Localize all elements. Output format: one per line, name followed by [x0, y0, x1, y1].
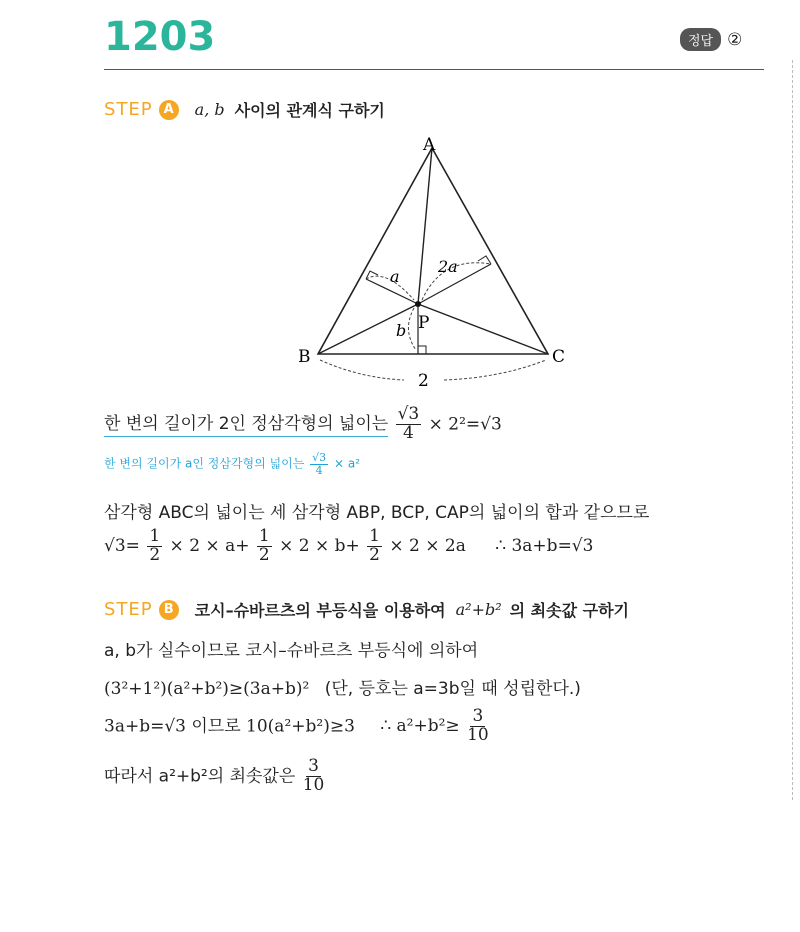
step-a-letter: A [159, 100, 179, 120]
right-angle-ac [478, 256, 491, 264]
eq-half-3-den: 2 [369, 544, 380, 565]
label-base-length: 2 [418, 371, 429, 391]
area-frac-num: √3 [397, 404, 420, 424]
eq-term2: × 2 × b+ [279, 535, 360, 556]
segment-ap [418, 148, 432, 304]
equation-line [104, 528, 593, 565]
eq-half-2-num: 1 [258, 526, 270, 546]
note-rest: × a² [333, 456, 361, 471]
dim-base-right [444, 360, 546, 380]
point-p [415, 301, 421, 307]
eq-half-3 [367, 528, 382, 565]
segment-cp [418, 304, 548, 354]
b-line-4-text: 따라서 a²+b²의 최솟값은 [104, 766, 296, 787]
b-line-4 [104, 758, 326, 795]
area-frac-den: 4 [402, 422, 414, 443]
b-line-4-frac-num: 3 [308, 756, 319, 776]
area-fraction [396, 406, 422, 443]
note-frac-num: √3 [312, 451, 327, 464]
area-line-rest: × 2²=√3 [428, 414, 502, 435]
area-note [104, 452, 360, 476]
answer-badge: 정답 [680, 28, 721, 51]
b-line-3-frac-num: 3 [472, 706, 484, 726]
b-line-4-frac-den: 10 [302, 774, 325, 795]
step-b-title-2: 의 최솟값 구하기 [509, 601, 629, 620]
area-line-text: 한 변의 길이가 2인 정삼각형의 넓이는 [104, 414, 388, 437]
step-a-vars: a, b [194, 100, 225, 119]
sum-line: 삼각형 ABC의 넓이는 세 삼각형 ABP, BCP, CAP의 넓이의 합과 같으므로 [104, 503, 650, 523]
eq-half-3-num: 1 [369, 526, 380, 546]
label-a-vertex: A [423, 135, 436, 155]
area-line [104, 406, 502, 443]
eq-term1: × 2 × a+ [169, 535, 250, 556]
step-b-expr: a²+b² [455, 600, 502, 619]
label-a-length: a [390, 267, 400, 286]
eq-half-1-num: 1 [149, 526, 161, 546]
answer-value: ② [727, 29, 743, 50]
label-b-vertex: B [298, 347, 311, 367]
label-2a-length: 2a [438, 257, 458, 276]
eq-conclusion: ∴ 3a+b=√3 [495, 535, 594, 556]
right-angle-bc [418, 346, 426, 354]
step-b-heading [104, 598, 629, 621]
note-frac-den: 4 [315, 463, 323, 477]
step-a-heading [104, 98, 385, 121]
b-line-3-frac [467, 708, 489, 745]
margin-dashed-line [792, 60, 793, 800]
step-a-word: STEP [104, 99, 153, 120]
b-line-2-expr: (3²+1²)(a²+b²)≥(3a+b)² [104, 679, 310, 699]
dim-b [408, 308, 416, 350]
problem-number: 1203 [104, 14, 216, 60]
eq-term3: × 2 × 2a [389, 535, 466, 556]
eq-half-1 [147, 528, 162, 565]
note-fraction [310, 452, 328, 476]
b-line-4-frac [303, 758, 325, 795]
label-p: P [418, 313, 430, 333]
b-line-3-expr: 3a+b=√3 이므로 10(a²+b²)≥3 [104, 716, 355, 737]
label-c-vertex: C [552, 347, 566, 367]
dim-base-left [320, 360, 404, 380]
b-line-3 [104, 708, 491, 745]
b-line-2-note: (단, 등호는 a=3b일 때 성립한다.) [324, 679, 581, 699]
eq-half-2-den: 2 [258, 544, 270, 565]
eq-half-1-den: 2 [149, 544, 161, 565]
step-a-title: 사이의 관계식 구하기 [234, 101, 385, 120]
b-line-1: a, b가 실수이므로 코시–슈바르츠 부등식에 의하여 [104, 641, 479, 661]
triangle-abc [318, 148, 548, 354]
eq-lhs: √3= [104, 535, 140, 556]
note-text: 한 변의 길이가 a인 정삼각형의 넓이는 [104, 456, 305, 471]
answer-box [680, 28, 742, 51]
b-line-3-concl: ∴ a²+b²≥ [380, 716, 460, 737]
triangle-diagram [290, 128, 590, 398]
step-b-word: STEP [104, 599, 153, 620]
label-b-length: b [396, 321, 407, 340]
step-b-letter: B [159, 600, 179, 620]
step-b-title-1: 코시–슈바르츠의 부등식을 이용하여 [194, 601, 446, 620]
b-line-2 [104, 674, 581, 699]
eq-half-2 [257, 528, 272, 565]
header-rule [104, 69, 764, 70]
b-line-3-frac-den: 10 [467, 724, 489, 745]
